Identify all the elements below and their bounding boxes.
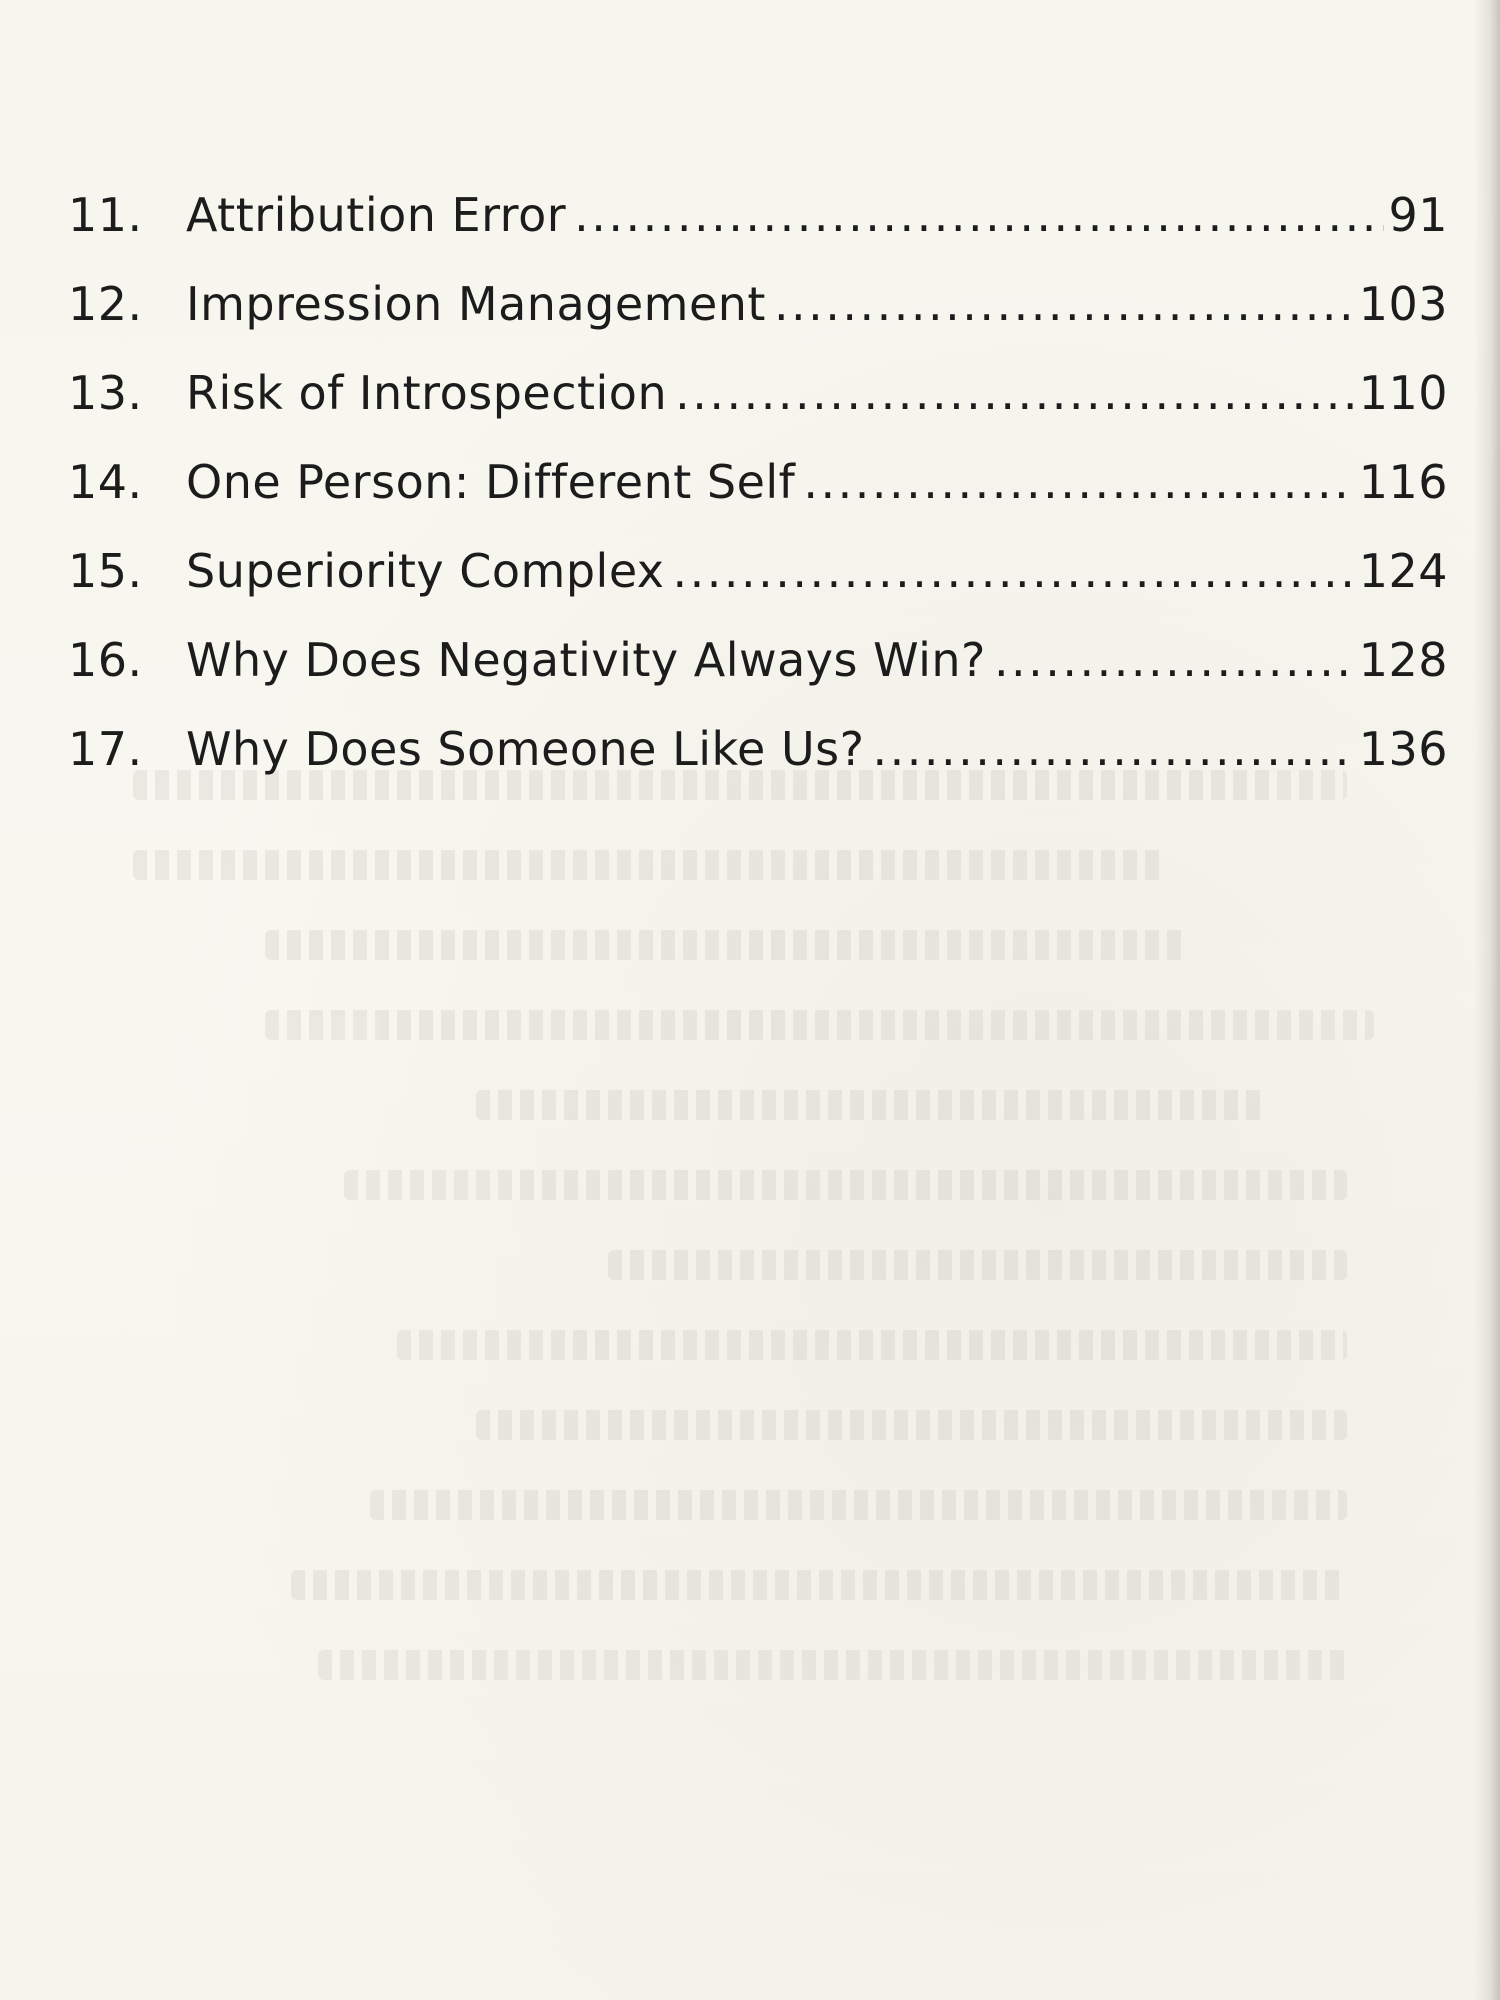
page-edge-shadow: [1474, 0, 1500, 2000]
entry-title: One Person: Different Self: [186, 455, 796, 509]
entry-number: 13.: [68, 366, 143, 420]
leader-dots: [574, 188, 1384, 234]
entry-title: Why Does Someone Like Us?: [186, 722, 865, 776]
entry-title: Risk of Introspection: [186, 366, 668, 420]
entry-page-number: 124: [1358, 544, 1448, 598]
entry-number: 15.: [68, 544, 143, 598]
entry-number: 14.: [68, 455, 143, 509]
leader-dots: [774, 277, 1355, 323]
entry-title: Why Does Negativity Always Win?: [186, 633, 986, 687]
entry-page-number: 91: [1388, 188, 1448, 242]
entry-number: 11.: [68, 188, 143, 242]
entry-number: 16.: [68, 633, 143, 687]
toc-entry: [68, 722, 1448, 811]
toc-entry: [68, 277, 1448, 366]
toc-entry: [68, 455, 1448, 544]
leader-dots: [675, 366, 1355, 412]
table-of-contents: [68, 188, 1448, 811]
entry-title: Attribution Error: [186, 188, 567, 242]
entry-number: 12.: [68, 277, 143, 331]
entry-title: Superiority Complex: [186, 544, 665, 598]
toc-entry: [68, 633, 1448, 722]
entry-title: Impression Management: [186, 277, 766, 331]
entry-page-number: 110: [1358, 366, 1448, 420]
toc-entry: [68, 188, 1448, 277]
entry-number: 17.: [68, 722, 143, 776]
bleed-through-text: [80, 770, 1400, 1870]
entry-page-number: 136: [1358, 722, 1448, 776]
entry-page-number: 128: [1358, 633, 1448, 687]
entry-page-number: 103: [1358, 277, 1448, 331]
leader-dots: [673, 544, 1355, 590]
entry-page-number: 116: [1358, 455, 1448, 509]
leader-dots: [803, 455, 1354, 501]
leader-dots: [873, 722, 1355, 768]
toc-entry: [68, 544, 1448, 633]
leader-dots: [994, 633, 1355, 679]
toc-entry: [68, 366, 1448, 455]
